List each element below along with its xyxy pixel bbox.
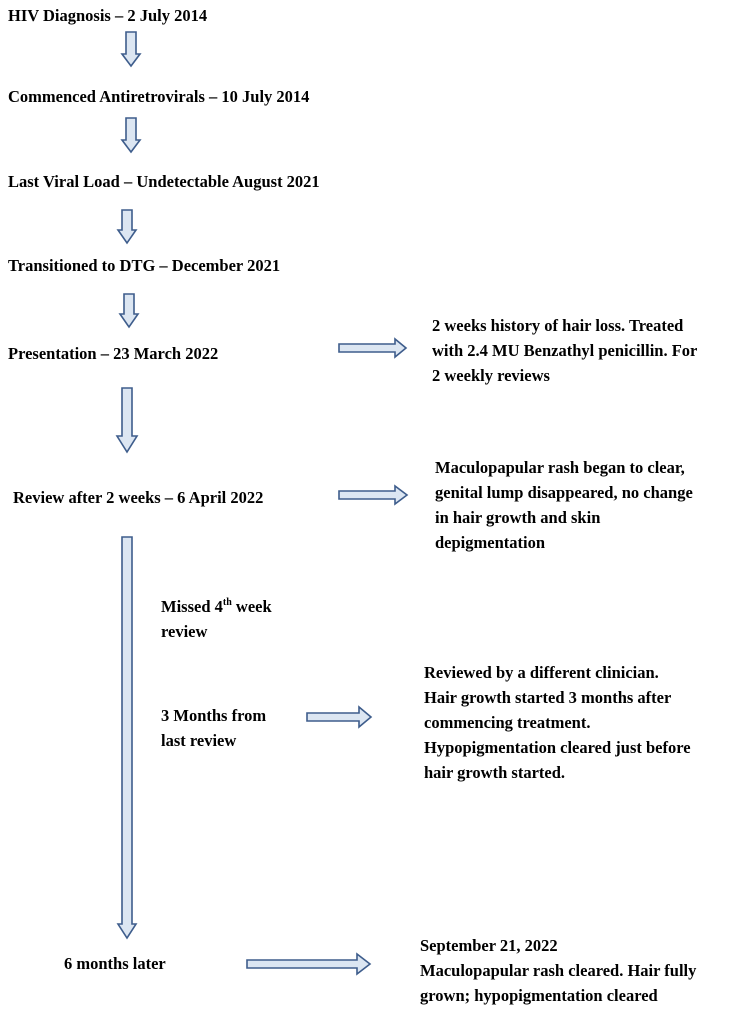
- note-six-months: [420, 933, 696, 1008]
- note-three-months: [424, 660, 691, 785]
- note-line: Reviewed by a different clinician.: [424, 663, 659, 682]
- step-last-viral-load: Last Viral Load – Undetectable August 2021: [8, 172, 320, 191]
- note-line: with 2.4 MU Benzathyl penicillin. For: [432, 341, 698, 360]
- note-line: genital lump disappeared, no change: [435, 483, 693, 502]
- note-line: Hypopigmentation cleared just before: [424, 738, 691, 757]
- note-line: Hair growth started 3 months after: [424, 688, 672, 707]
- note-presentation: [432, 313, 697, 388]
- down-arrow-2: [122, 118, 140, 152]
- three-months-line1: 3 Months from: [161, 706, 267, 725]
- right-arrow-review: [339, 486, 407, 504]
- down-arrow-5: [117, 388, 137, 452]
- step-transitioned-dtg: Transitioned to DTG – December 2021: [8, 256, 281, 275]
- step-six-months: 6 months later: [64, 954, 166, 973]
- note-line: hair growth started.: [424, 763, 566, 782]
- step-review-2-weeks: Review after 2 weeks – 6 April 2022: [13, 488, 264, 507]
- note-line: 2 weekly reviews: [432, 366, 550, 385]
- note-line: September 21, 2022: [420, 936, 558, 955]
- step-hiv-diagnosis: HIV Diagnosis – 2 July 2014: [8, 6, 208, 25]
- down-arrow-3: [118, 210, 136, 243]
- note-line: Maculopapular rash cleared. Hair fully: [420, 961, 697, 980]
- down-arrow-4: [120, 294, 138, 327]
- missed-review-text-end: week: [235, 597, 272, 616]
- right-arrow-six-months: [247, 954, 370, 974]
- note-line: Maculopapular rash began to clear,: [435, 458, 685, 477]
- step-three-months: [161, 703, 266, 753]
- down-arrow-long: [118, 537, 136, 938]
- step-presentation: Presentation – 23 March 2022: [8, 344, 219, 363]
- note-review-2-weeks: [435, 455, 693, 555]
- down-arrow-1: [122, 32, 140, 66]
- missed-review-text: Missed 4: [161, 597, 223, 616]
- note-line: commencing treatment.: [424, 713, 591, 732]
- missed-review-line2: review: [161, 622, 208, 641]
- step-missed-review: [161, 594, 272, 644]
- step-commenced-antiretrovirals: Commenced Antiretrovirals – 10 July 2014: [8, 87, 310, 106]
- note-line: depigmentation: [435, 533, 546, 552]
- right-arrow-presentation: [339, 339, 406, 357]
- note-line: in hair growth and skin: [435, 508, 601, 527]
- right-arrow-three-months: [307, 707, 371, 727]
- three-months-line2: last review: [161, 731, 237, 750]
- note-line: grown; hypopigmentation cleared: [420, 986, 658, 1005]
- note-line: 2 weeks history of hair loss. Treated: [432, 316, 684, 335]
- missed-review-superscript: th: [222, 597, 232, 608]
